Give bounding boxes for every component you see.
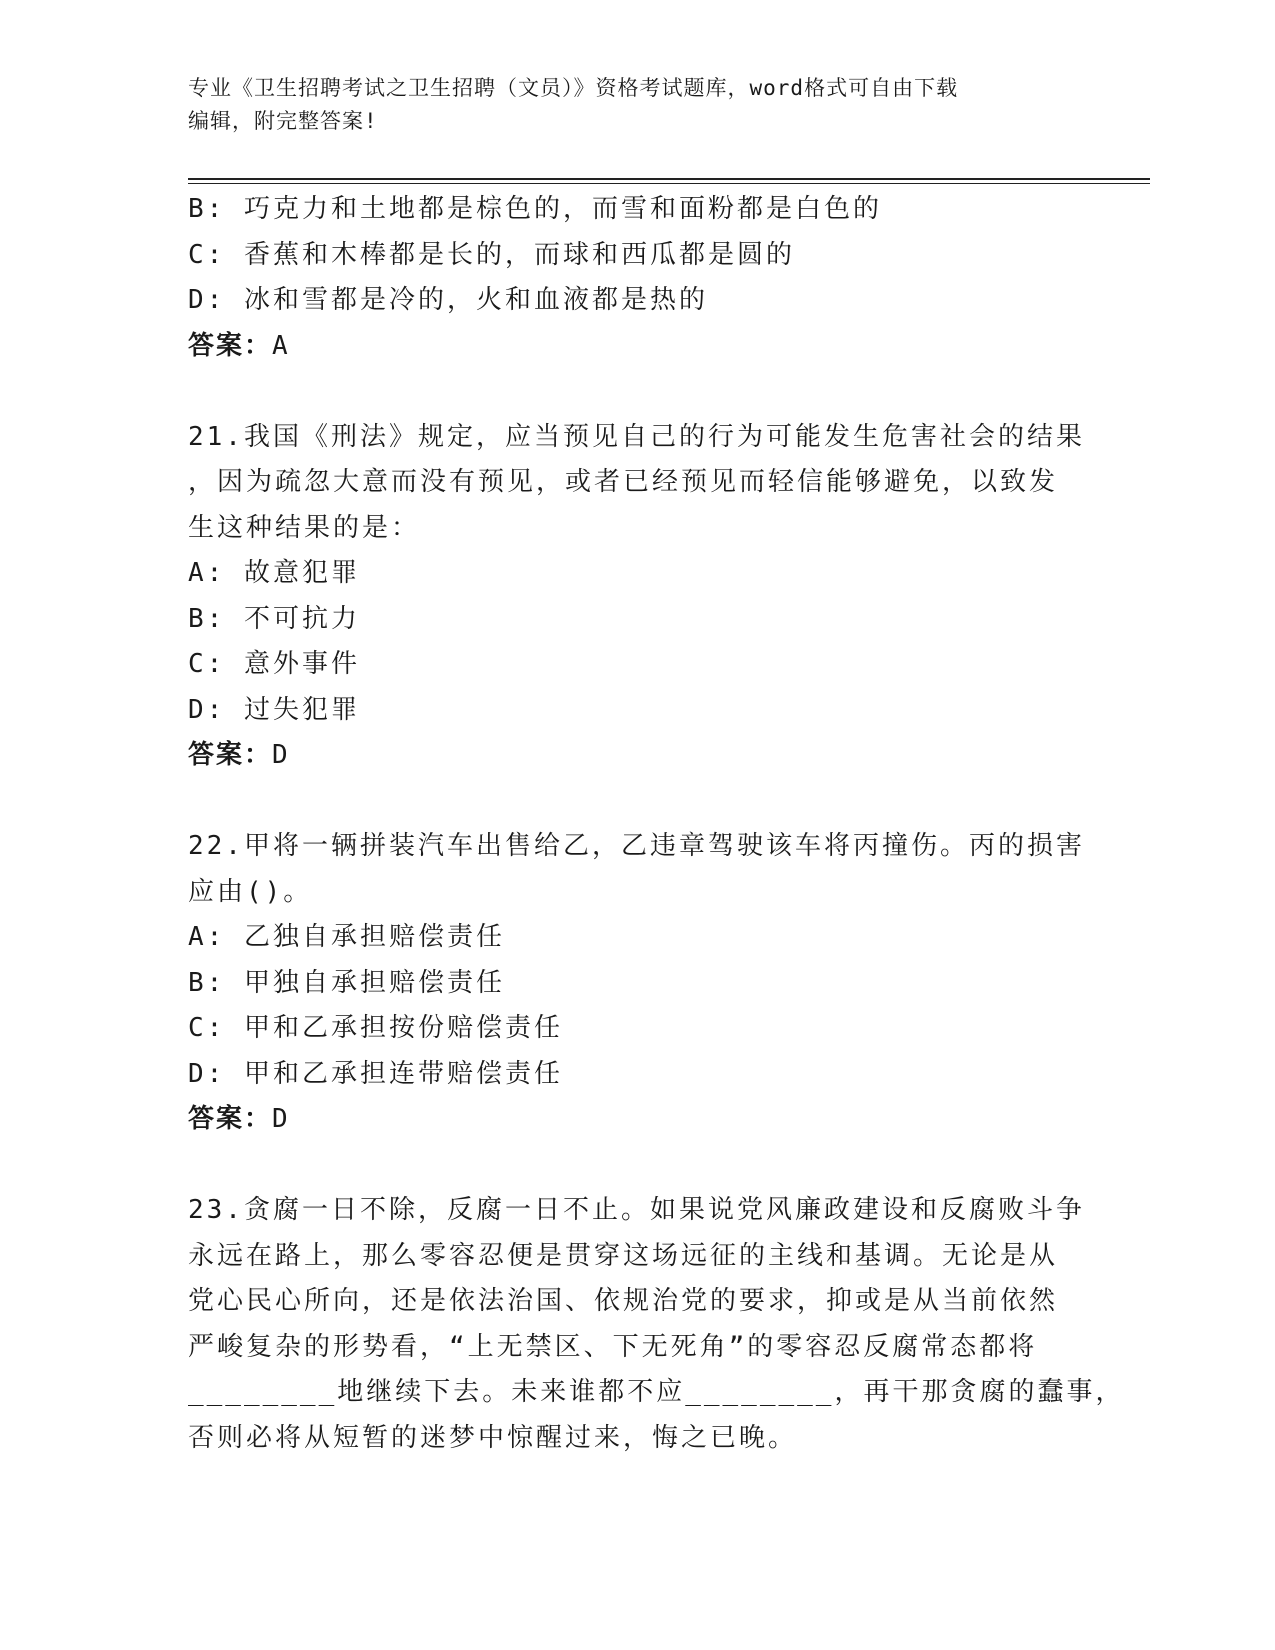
question-text-line: 23.贪腐一日不除，反腐一日不止。如果说党风廉政建设和反腐败斗争 [188, 1195, 1085, 1225]
option-c: C: 香蕉和木棒都是长的，而球和西瓜都是圆的 [188, 239, 795, 270]
question-text-line: 22.甲将一辆拼装汽车出售给乙，乙违章驾驶该车将丙撞伤。丙的损害 [188, 831, 1085, 861]
spacer [188, 779, 1068, 825]
option-d: D: 冰和雪都是冷的，火和血液都是热的 [188, 285, 708, 315]
question-text-line: ________地继续下去。未来谁都不应________，再干那贪腐的蠢事， [188, 1377, 1125, 1407]
answer-value: D [272, 740, 291, 770]
answer-label: 答案： [188, 330, 273, 361]
option-c: C: 甲和乙承担按份赔偿责任 [188, 1013, 563, 1043]
spacer [188, 1143, 1068, 1189]
option-d: D: 甲和乙承担连带赔偿责任 [188, 1058, 563, 1089]
document-header [188, 72, 1088, 138]
answer-line [188, 324, 1068, 370]
question-text-line: 应由()。 [188, 876, 313, 907]
answer-value: D [272, 1104, 291, 1134]
header-divider-thin [188, 183, 1150, 184]
answer-line [188, 733, 1068, 779]
option-c: C: 意外事件 [188, 649, 360, 679]
option-b: B: 甲独自承担赔偿责任 [188, 967, 505, 998]
question-list [188, 187, 1125, 1461]
question-text-line: 21.我国《刑法》规定，应当预见自己的行为可能发生危害社会的结果 [188, 421, 1085, 452]
answer-label: 答案： [188, 1104, 273, 1134]
question-21 [188, 415, 1085, 779]
question-text-line: 严峻复杂的形势看，“上无禁区、下无死角”的零容忍反腐常态都将 [188, 1331, 1038, 1362]
answer-value: A [272, 330, 291, 361]
option-d: D: 过失犯罪 [188, 694, 360, 725]
answer-label: 答案： [188, 740, 273, 770]
option-b: B: 不可抗力 [188, 603, 360, 634]
question-20-tail [188, 187, 1068, 369]
option-a: A: 乙独自承担赔偿责任 [188, 922, 505, 952]
question-text-line: ，因为疏忽大意而没有预见，或者已经预见而轻信能够避免，以致发 [188, 467, 1059, 497]
spacer [188, 369, 1068, 415]
question-22 [188, 824, 1085, 1143]
question-text-line: 党心民心所向，还是依法治国、依规治党的要求，抑或是从当前依然 [188, 1286, 1059, 1316]
question-text-line: 否则必将从短暂的迷梦中惊醒过来，悔之已晚。 [188, 1422, 798, 1453]
option-b: B: 巧克力和土地都是棕色的，而雪和面粉都是白色的 [188, 194, 882, 224]
question-text-line: 生这种结果的是： [188, 512, 421, 543]
question-23 [188, 1188, 1125, 1461]
option-a: A: 故意犯罪 [188, 558, 360, 588]
answer-line [188, 1097, 1068, 1143]
header-line-2: 编辑，附完整答案! [188, 109, 378, 133]
question-text-line: 永远在路上，那么零容忍便是贯穿这场远征的主线和基调。无论是从 [188, 1240, 1059, 1271]
header-divider-thick [188, 178, 1150, 180]
header-line-1: 专业《卫生招聘考试之卫生招聘（文员）》资格考试题库，word格式可自由下载 [188, 76, 959, 100]
